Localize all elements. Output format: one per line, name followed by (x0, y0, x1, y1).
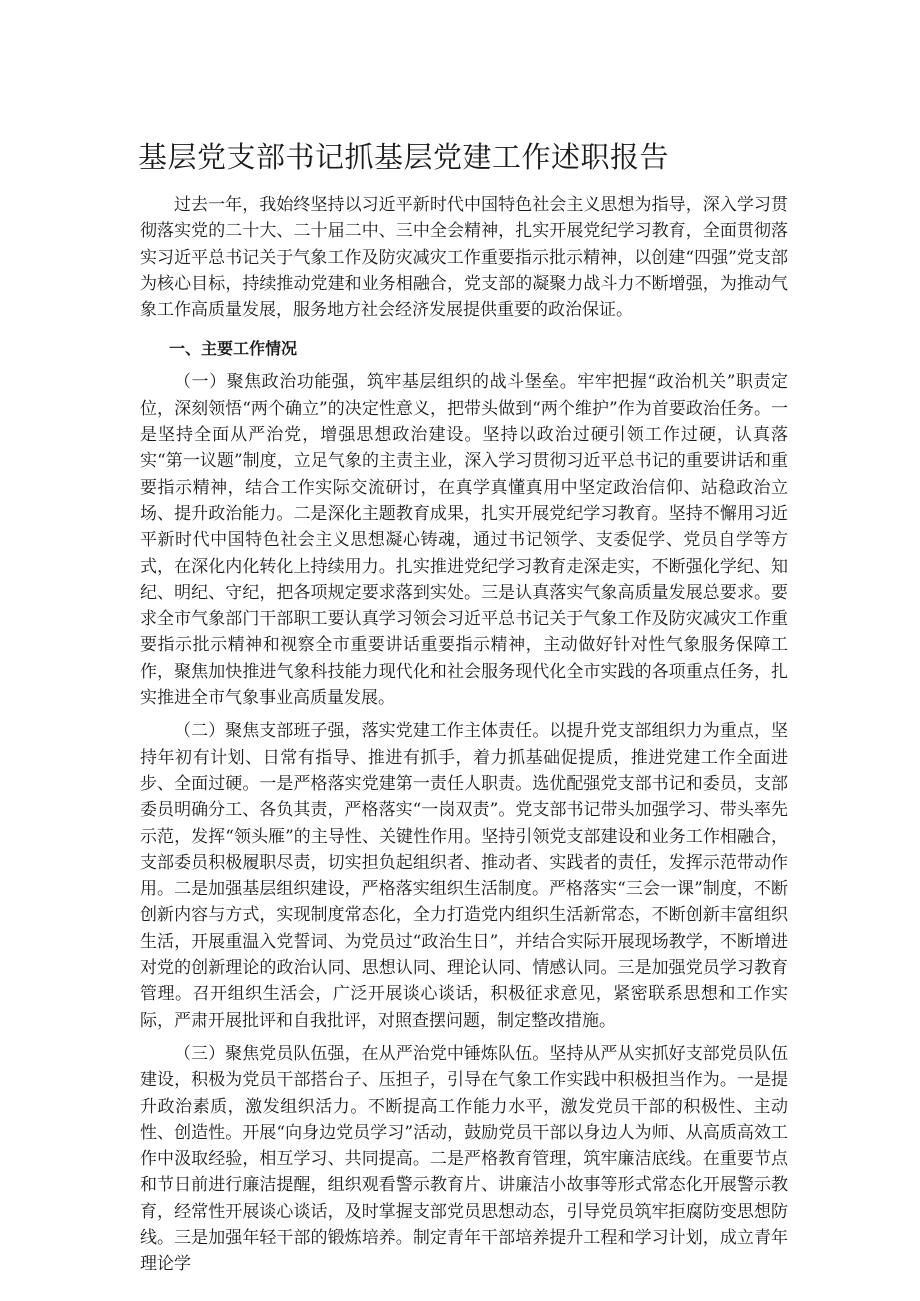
paragraph-branch-leadership: （二）聚焦支部班子强，落实党建工作主体责任。以提升党支部组织力为重点，坚持年初有计划、日常有指导、推进有抓手，着力抓基础促提质，推进党建工作全面进步、全面过硬。一是严格落实党建第一责任人职责。选优配强党支部书记和委员，支部委员明确分工、各负其责，严格落实“一岗双责”。党支部书记带头加强学习、带头率先示范，发挥“领头雁”的主导性、关键性作用。坚持引领党支部建设和业务工作相融合，支部委员积极履职尽责，切实担负起组织者、推动者、实践者的责任，发挥示范带动作用。二是加强基层组织建设，严格落实组织生活制度。严格落实“三会一课”制度，不断创新内容与方式，实现制度常态化，全力打造党内组织生活新常态，不断创新丰富组织生活，开展重温入党誓词、为党员过“政治生日”，并结合实际开展现场教学，不断增进对党的创新理论的政治认同、思想认同、理论认同、情感认同。三是加强党员学习教育管理。召开组织生活会，广泛开展谈心谈话，积极征求意见，紧密联系思想和工作实际，严肃开展批评和自我批评，对照查摆问题，制定整改措施。 (140, 721, 788, 1031)
document-title: 基层党支部书记抓基层党建工作述职报告 (138, 140, 670, 174)
document-body (140, 192, 788, 1278)
section-heading: 一、主要工作情况 (169, 339, 298, 359)
paragraph-political-function: （一）聚焦政治功能强，筑牢基层组织的战斗堡垒。牢牢把握“政治机关”职责定位，深刻领悟“两个确立”的决定性意义，把带头做到“两个维护”作为首要政治任务。一是坚持全面从严治党，增强思想政治建设。坚持以政治过硬引领工作过硬，认真落实“第一议题”制度，立足气象的主责主业，深入学习贯彻习近平总书记的重要讲话和重要指示精神，结合工作实际交流研讨，在真学真懂真用中坚定政治信仰、站稳政治立场、提升政治能力。二是深化主题教育成果，扎实开展党纪学习教育。坚持不懈用习近平新时代中国特色社会主义思想凝心铸魂，通过书记领学、支委促学、党员自学等方式，在深化内化转化上持续用力。扎实推进党纪学习教育走深走实，不断强化学纪、知纪、明纪、守纪，把各项规定要求落到实处。三是认真落实气象高质量发展总要求。要求全市气象部门干部职工要认真学习领会习近平总书记关于气象工作及防灾减灾工作重要指示批示精神和视察全市重要讲话重要指示精神，主动做好针对性气象服务保障工作，聚焦加快推进气象科技能力现代化和社会服务现代化全市实践的各项重点任务，扎实推进全市气象事业高质量发展。 (140, 372, 788, 709)
paragraph-party-members: （三）聚焦党员队伍强，在从严治党中锤炼队伍。坚持从严从实抓好支部党员队伍建设，积极为党员干部搭台子、压担子，引导在气象工作实践中积极担当作为。一是提升政治素质，激发组织活力。不断提高工作能力水平，激发党员干部的积极性、主动性、创造性。开展“向身边党员学习”活动，鼓励党员干部以身边人为师、从高质高效工作中汲取经验，相互学习、共同提高。二是严格教育管理，筑牢廉洁底线。在重要节点和节日前进行廉洁提醒，组织观看警示教育片、讲廉洁小故事等形式常态化开展警示教育，经常性开展谈心谈话，及时掌握支部党员思想动态，引导党员筑牢拒腐防变思想防线。三是加强年轻干部的锻炼培养。制定青年干部培养提升工程和学习计划，成立青年理论学 (140, 1043, 788, 1275)
intro-paragraph: 过去一年，我始终坚持以习近平新时代中国特色社会主义思想为指导，深入学习贯彻落实党的二十大、二十届二中、三中全会精神，扎实开展党纪学习教育，全面贯彻落实习近平总书记关于气象工作及防灾减灾工作重要指示批示精神，以创建“四强”党支部为核心目标，持续推动党建和业务相融合，党支部的凝聚力战斗力不断增强，为推动气象工作高质量发展，服务地方社会经济发展提供重要的政治保证。 (140, 195, 788, 321)
